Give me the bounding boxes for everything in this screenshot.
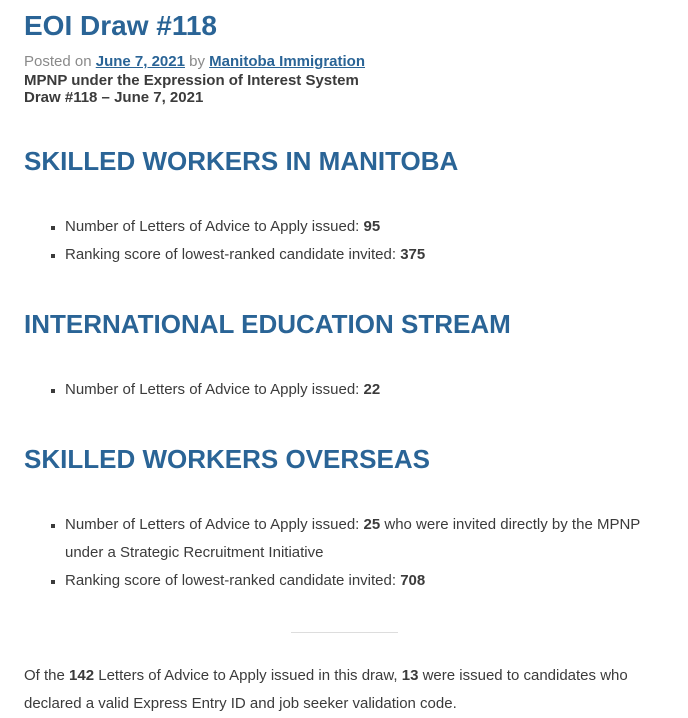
section-international-education-stream (24, 309, 664, 404)
post-title: EOI Draw #118 (24, 10, 218, 41)
post-date-link[interactable]: June 7, 2021 (95, 53, 185, 70)
intro-line-mpnp: MPNP under the Expression of Interest System (24, 72, 359, 89)
post-author-link[interactable]: Manitoba Immigration (209, 53, 365, 70)
section-heading: INTERNATIONAL EDUCATION STREAM (24, 309, 511, 339)
stat-item-loa-issued: ▪ Number of Letters of Advice to Apply issued: 22 (65, 376, 664, 404)
stats-list (24, 511, 664, 595)
stat-item-lowest-score: ▪ Ranking score of lowest-ranked candidate invited: 708 (65, 567, 664, 595)
section-heading: SKILLED WORKERS IN MANITOBA (24, 146, 459, 176)
stats-list (24, 213, 664, 269)
section-divider (291, 632, 398, 633)
stats-list (24, 376, 664, 404)
closing-summary: Of the 142 Letters of Advice to Apply issued in this draw, 13 were issued to candidates who declared a valid Express Entry ID and job seeker validation code. (24, 667, 628, 712)
section-heading: SKILLED WORKERS OVERSEAS (24, 444, 430, 474)
post-meta (24, 52, 664, 72)
section-skilled-workers-overseas (24, 444, 664, 595)
intro-line-draw-date: Draw #118 – June 7, 2021 (24, 89, 204, 106)
by-label: by (189, 53, 205, 70)
stat-item-loa-issued: ▪ Number of Letters of Advice to Apply issued: 95 (65, 213, 664, 241)
posted-on-label: Posted on (24, 53, 92, 70)
section-skilled-workers-manitoba (24, 146, 664, 269)
stat-item-loa-issued: ▪ Number of Letters of Advice to Apply issued: 25 who were invited directly by the MPNP under a Strategic Recruitment Initiative (65, 511, 664, 567)
stat-item-lowest-score: ▪ Ranking score of lowest-ranked candidate invited: 375 (65, 241, 664, 269)
